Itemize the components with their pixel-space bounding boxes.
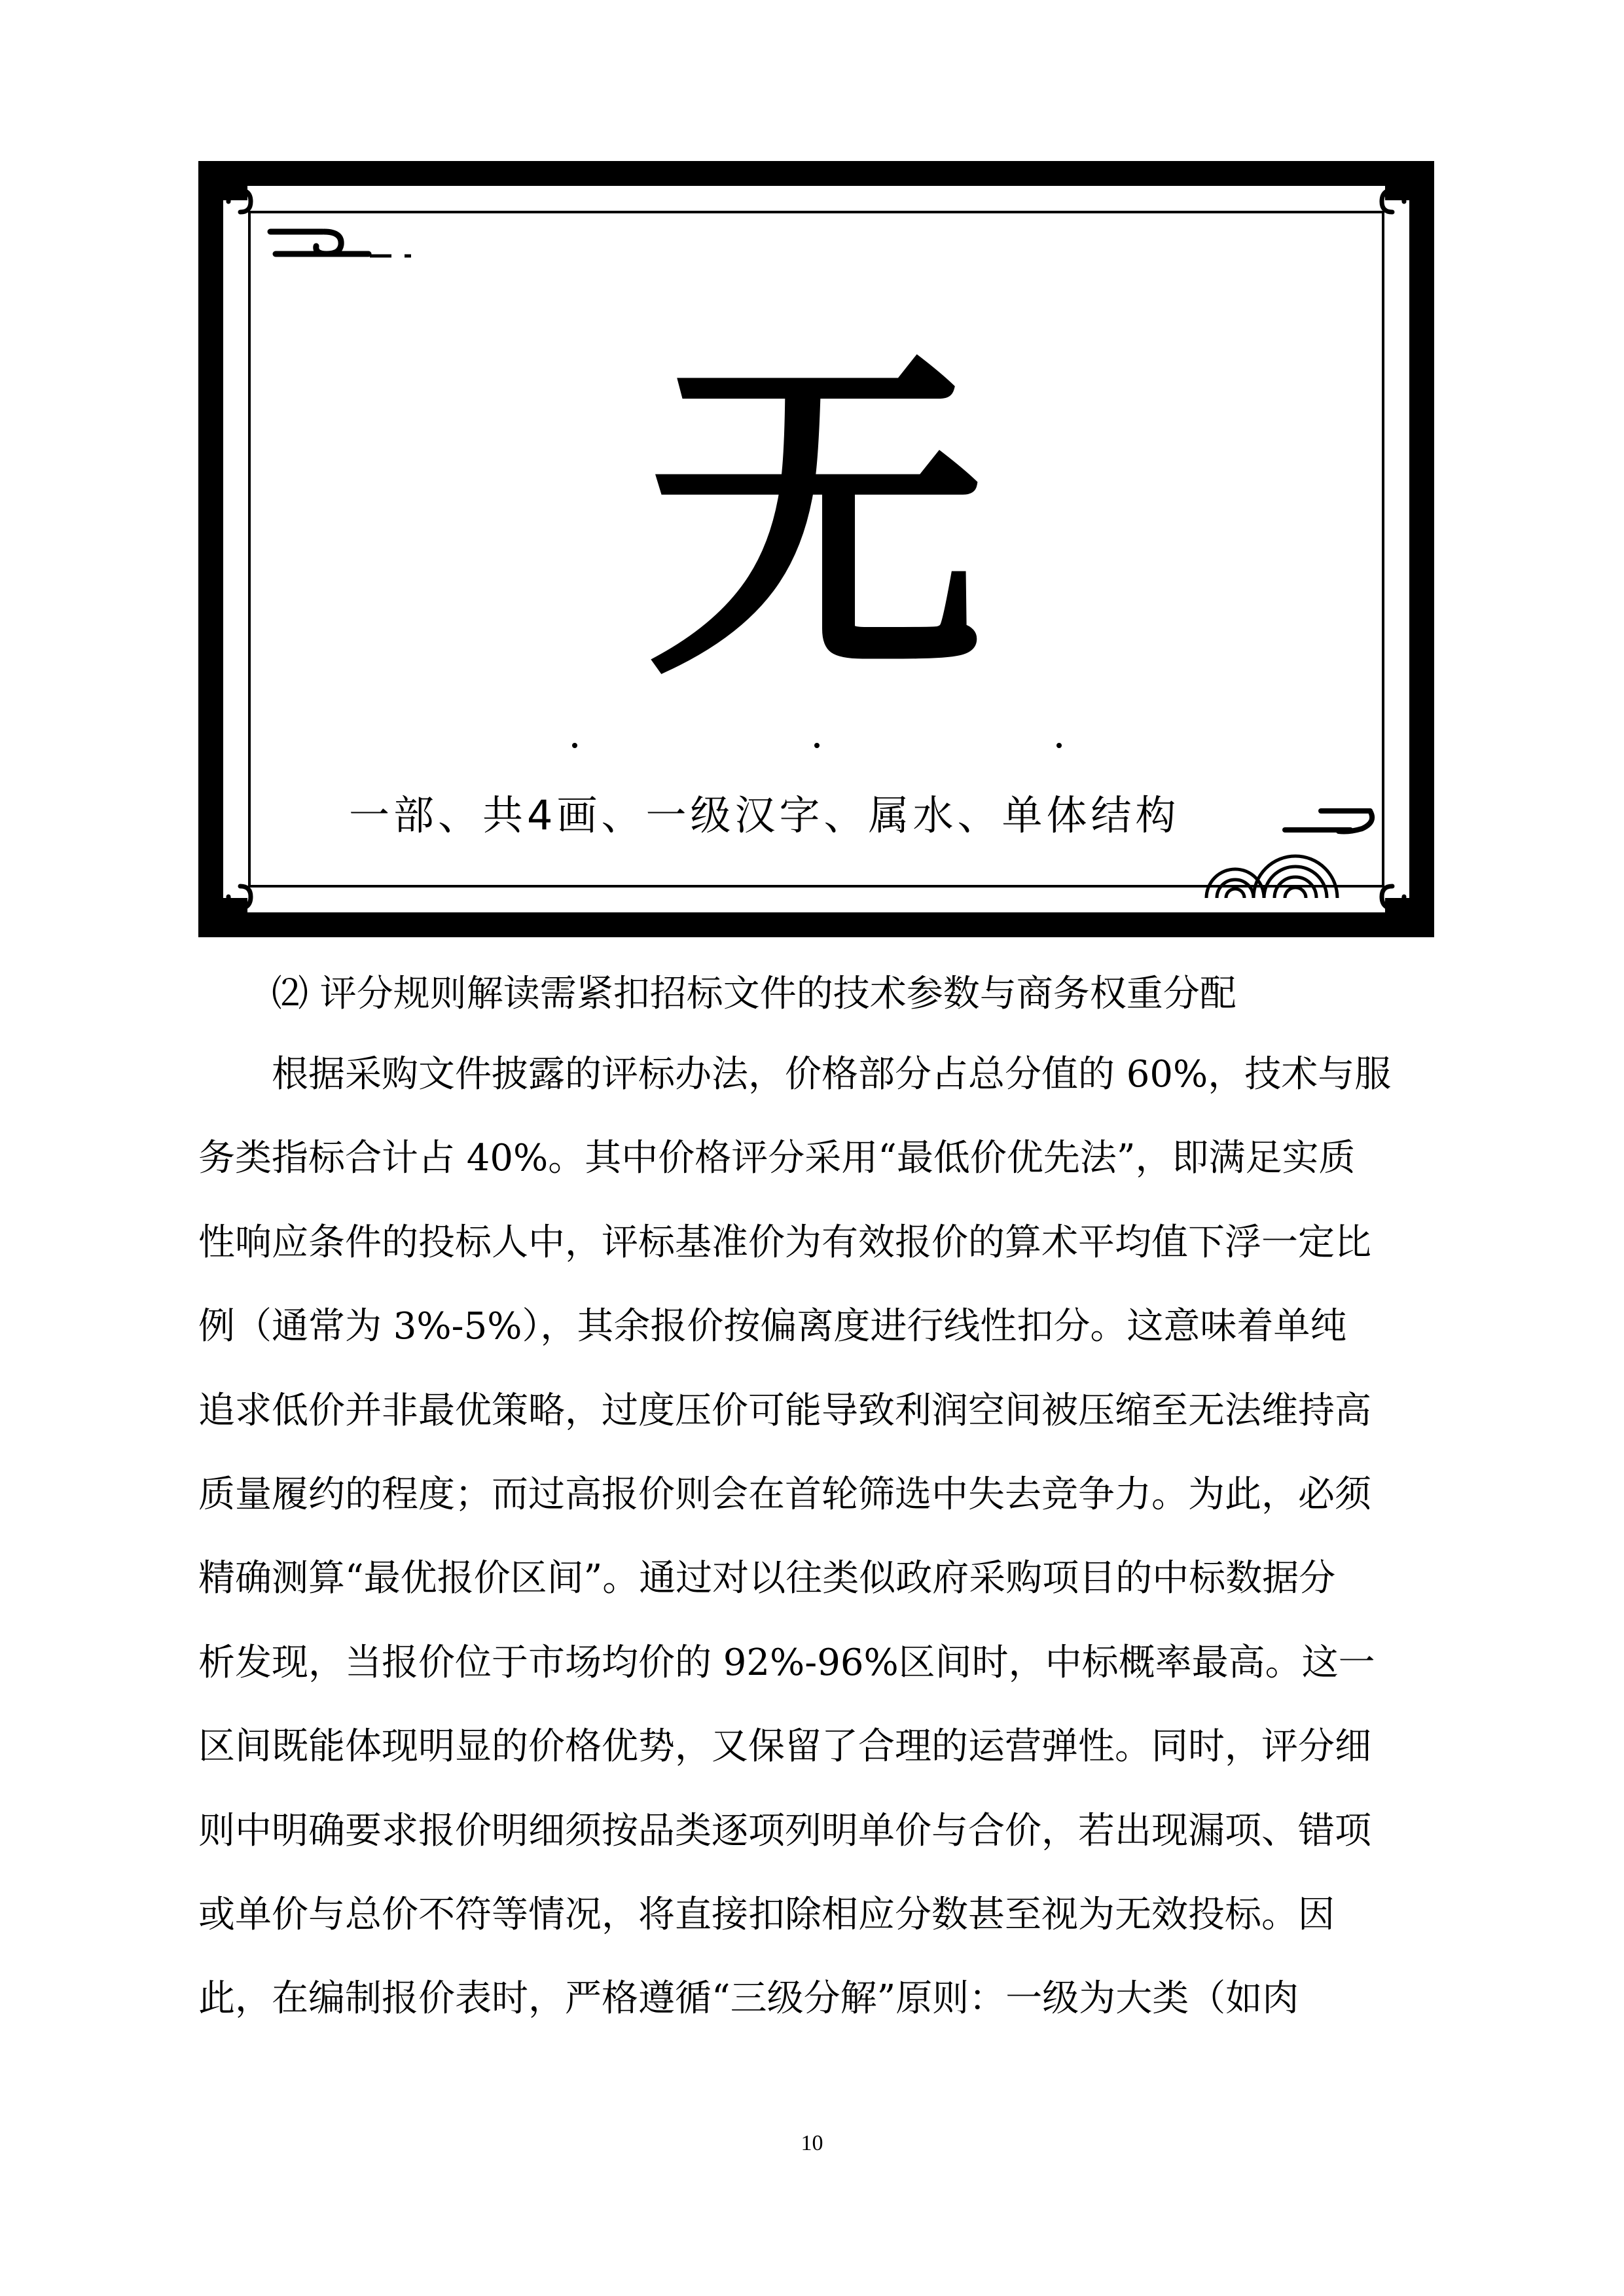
paragraph-line: 例（通常为 3%-5%），其余报价按偏离度进行线性扣分。这意味着单纯 xyxy=(198,1305,1347,1348)
paragraph-line: 追求低价并非最优策略，过度压价可能导致利润空间被压缩至无法维持高 xyxy=(198,1389,1371,1432)
section-heading: ⑵ 评分规则解读需紧扣招标文件的技术参数与商务权重分配 xyxy=(272,973,1236,1015)
character-caption: 一部、共4画、一级汉字、属水、单体结构 xyxy=(349,791,1180,839)
paragraph-line: 根据采购文件披露的评标办法，价格部分占总分值的 60%，技术与服 xyxy=(272,1053,1392,1096)
paragraph-line: 则中明确要求报价明细须按品类逐项列明单价与合价，若出现漏项、错项 xyxy=(198,1809,1371,1852)
paragraph-line: 质量履约的程度；而过高报价则会在首轮筛选中失去竞争力。为此，必须 xyxy=(198,1473,1371,1516)
paragraph-line: 析发现，当报价位于市场均价的 92%-96%区间时，中标概率最高。这一 xyxy=(198,1641,1375,1684)
paragraph-line: 或单价与总价不符等情况，将直接扣除相应分数甚至视为无效投标。因 xyxy=(198,1893,1335,1936)
page-number: 10 xyxy=(801,2131,823,2155)
paragraph xyxy=(198,1033,1435,2041)
featured-character: 无 xyxy=(646,321,986,721)
paragraph-line: 性响应条件的投标人中，评标基准价为有效报价的算术平均值下浮一定比 xyxy=(198,1221,1371,1264)
paragraph-line: 此，在编制报价表时，严格遵循“三级分解”原则：一级为大类（如肉 xyxy=(198,1977,1299,2020)
paragraph-line: 区间既能体现明显的价格优势，又保留了合理的运营弹性。同时，评分细 xyxy=(198,1725,1371,1768)
paragraph-line: 精确测算“最优报价区间”。通过对以往类似政府采购项目的中标数据分 xyxy=(198,1557,1336,1600)
paragraph-line: 务类指标合计占 40%。其中价格评分采用“最低价优先法”，即满足实质 xyxy=(198,1137,1356,1180)
document-body xyxy=(198,956,1435,2041)
character-card-image xyxy=(198,161,1434,937)
